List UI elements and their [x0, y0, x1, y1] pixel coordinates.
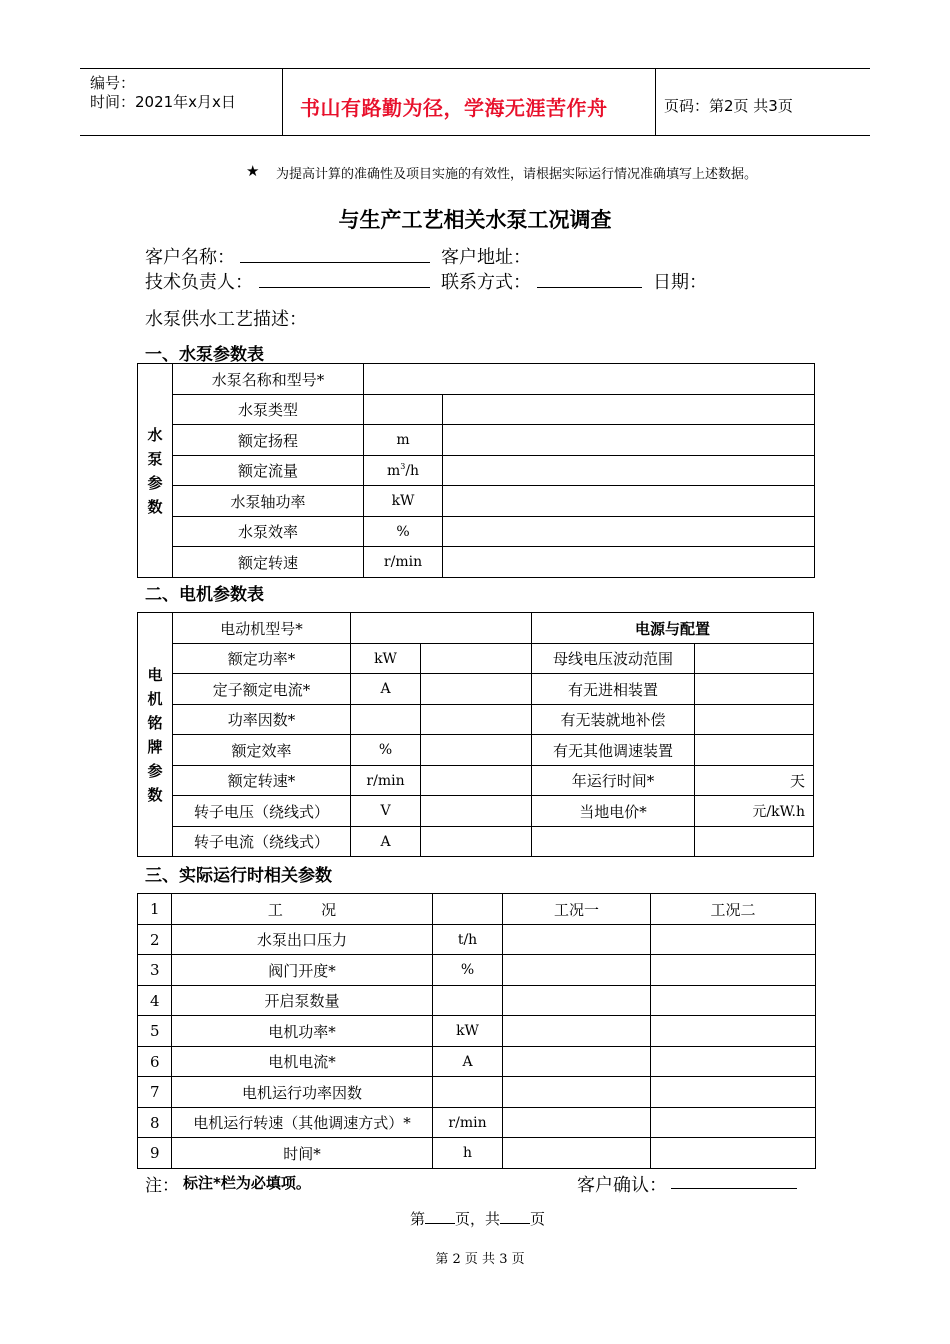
case2-value-cell[interactable]	[651, 986, 816, 1016]
operation-unit-cell: kW	[433, 1016, 503, 1047]
pump-unit-cell: %	[364, 517, 443, 547]
contact-field[interactable]	[537, 270, 642, 288]
case2-value-cell[interactable]	[651, 1077, 816, 1108]
page-fill-prefix: 第	[410, 1210, 426, 1228]
tech-lead-field[interactable]	[259, 270, 430, 288]
customer-name-field[interactable]	[240, 245, 430, 263]
page-number: 第 2 页 共 3 页	[435, 1252, 525, 1267]
operation-unit-cell: A	[433, 1047, 503, 1077]
case1-value-cell[interactable]	[503, 1016, 651, 1047]
page-fill-middle: 页，共	[455, 1210, 501, 1228]
case2-value-cell[interactable]	[651, 1138, 816, 1169]
row-number: 5	[138, 1016, 172, 1047]
motor-row-label: 电动机型号*	[173, 613, 351, 644]
pump-value-cell[interactable]	[443, 425, 815, 456]
pump-row-label: 水泵效率	[173, 517, 364, 547]
case2-value-cell[interactable]	[651, 1016, 816, 1047]
customer-confirm-label: 客户确认：	[577, 1175, 667, 1196]
header-number-label: 编号：	[90, 74, 136, 92]
page-title: 与生产工艺相关水泵工况调查	[338, 208, 612, 232]
config-row-label: 有无进相装置	[532, 674, 695, 705]
case2-value-cell[interactable]	[651, 955, 816, 986]
row-number: 8	[138, 1108, 172, 1138]
pump-unit-cell: m	[364, 425, 443, 456]
pump-unit-cell: kW	[364, 486, 443, 517]
case1-value-cell[interactable]	[503, 1077, 651, 1108]
motor-value-cell[interactable]	[421, 827, 532, 857]
date-label: 日期：	[653, 272, 707, 293]
config-row-label: 有无装就地补偿	[532, 705, 695, 735]
row-number: 6	[138, 1047, 172, 1077]
motor-value-cell[interactable]	[421, 796, 532, 827]
pump-params-table	[137, 363, 815, 578]
operation-unit-cell: h	[433, 1138, 503, 1169]
operation-row-label: 电机电流*	[172, 1047, 433, 1077]
page-fill-line	[410, 1208, 545, 1229]
pump-value-cell[interactable]	[443, 456, 815, 486]
footer-note-prefix: 注：	[145, 1176, 179, 1196]
case1-value-cell[interactable]	[503, 1108, 651, 1138]
section1-title: 一、水泵参数表	[145, 345, 264, 365]
pump-unit-cell	[364, 395, 443, 425]
operation-row-label: 开启泵数量	[172, 986, 433, 1016]
pump-unit-cell: $m^3/h$	[364, 456, 443, 486]
motor-unit-cell: r/min	[351, 766, 421, 796]
case1-value-cell[interactable]	[503, 1138, 651, 1169]
case2-header: 工况二	[651, 894, 816, 925]
operation-unit-cell: t/h	[433, 925, 503, 955]
row-number: 2	[138, 925, 172, 955]
motor-value-cell[interactable]	[351, 613, 532, 644]
config-value-cell[interactable]	[695, 644, 814, 674]
motor-value-cell[interactable]	[421, 735, 532, 766]
pump-value-cell[interactable]	[443, 517, 815, 547]
case1-value-cell[interactable]	[503, 955, 651, 986]
motor-unit-cell: A	[351, 674, 421, 705]
motor-value-cell[interactable]	[421, 766, 532, 796]
case2-value-cell[interactable]	[651, 1108, 816, 1138]
config-value-cell[interactable]: 天	[695, 766, 814, 796]
pump-value-cell[interactable]	[443, 547, 815, 578]
pump-row-label: 额定扬程	[173, 425, 364, 456]
star-icon: ★	[246, 162, 260, 180]
motor-row-label: 转子电流（绕线式）	[173, 827, 351, 857]
case2-value-cell[interactable]	[651, 925, 816, 955]
operation-row-label: 水泵出口压力	[172, 925, 433, 955]
operation-unit-cell	[433, 1077, 503, 1108]
pump-value-cell[interactable]	[443, 395, 815, 425]
header-top-rule	[80, 68, 870, 69]
row-number: 3	[138, 955, 172, 986]
operation-unit-cell	[433, 986, 503, 1016]
case1-value-cell[interactable]	[503, 986, 651, 1016]
case1-value-cell[interactable]	[503, 1047, 651, 1077]
pump-row-label: 水泵名称和型号*	[173, 364, 364, 395]
section3-title: 三、实际运行时相关参数	[145, 866, 332, 886]
config-value-cell[interactable]: 元/kW.h	[695, 796, 814, 827]
motor-row-label: 额定效率	[173, 735, 351, 766]
operation-row-label: 电机运行转速（其他调速方式）*	[172, 1108, 433, 1138]
motor-unit-cell: kW	[351, 644, 421, 674]
pump-unit-cell: r/min	[364, 547, 443, 578]
header-motto: 书山有路勤为径，学海无涯苦作舟	[300, 96, 608, 120]
page-fill-current-field[interactable]	[425, 1208, 455, 1224]
pump-row-label: 水泵类型	[173, 395, 364, 425]
unit-header	[433, 894, 503, 925]
motor-value-cell[interactable]	[421, 644, 532, 674]
section2-title: 二、电机参数表	[145, 585, 264, 605]
operation-row-label: 电机功率*	[172, 1016, 433, 1047]
operation-params-table	[137, 893, 816, 1169]
pump-row-label: 额定流量	[173, 456, 364, 486]
pump-row-label: 水泵轴功率	[173, 486, 364, 517]
motor-value-cell[interactable]	[421, 705, 532, 735]
process-desc-label: 水泵供水工艺描述：	[145, 309, 307, 330]
motor-row-label: 额定功率*	[173, 644, 351, 674]
contact-label: 联系方式：	[441, 272, 531, 293]
case1-value-cell[interactable]	[503, 925, 651, 955]
pump-row-label: 额定转速	[173, 547, 364, 578]
operation-unit-cell: %	[433, 955, 503, 986]
operation-row-label: 电机运行功率因数	[172, 1077, 433, 1108]
header-page-label: 页码：第2页 共3页	[664, 97, 793, 115]
row-number: 7	[138, 1077, 172, 1108]
motor-row-label: 定子额定电流*	[173, 674, 351, 705]
header-bottom-rule	[80, 135, 870, 136]
operation-unit-cell: r/min	[433, 1108, 503, 1138]
row-number: 4	[138, 986, 172, 1016]
config-row-label: 年运行时间*	[532, 766, 695, 796]
header-time-label: 时间：2021年x月x日	[90, 93, 236, 111]
operation-row-label: 阀门开度*	[172, 955, 433, 986]
motor-side-label: 电 机 铭 牌 参 数	[138, 613, 173, 857]
instruction-note: 为提高计算的准确性及项目实施的有效性，请根据实际运行情况准确填写上述数据。	[276, 167, 758, 182]
config-row-label	[532, 827, 695, 857]
motor-unit-cell: A	[351, 827, 421, 857]
config-value-cell[interactable]	[695, 735, 814, 766]
header-divider-left	[282, 68, 283, 136]
motor-row-label: 转子电压（绕线式）	[173, 796, 351, 827]
power-config-header: 电源与配置	[532, 613, 814, 644]
row-number: 1	[138, 894, 172, 925]
customer-address-label: 客户地址：	[441, 247, 531, 268]
motor-value-cell[interactable]	[421, 674, 532, 705]
config-value-cell[interactable]	[695, 705, 814, 735]
motor-unit-cell	[351, 705, 421, 735]
pump-value-cell[interactable]	[364, 364, 815, 395]
customer-name-label: 客户名称：	[145, 247, 235, 268]
pump-value-cell[interactable]	[443, 486, 815, 517]
pump-side-label: 水 泵 参 数	[138, 364, 173, 578]
operation-row-label: 时间*	[172, 1138, 433, 1169]
config-row-label: 有无其他调速装置	[532, 735, 695, 766]
row-number: 9	[138, 1138, 172, 1169]
config-row-label: 当地电价*	[532, 796, 695, 827]
motor-unit-cell: %	[351, 735, 421, 766]
config-row-label: 母线电压波动范围	[532, 644, 695, 674]
motor-row-label: 额定转速*	[173, 766, 351, 796]
tech-lead-label: 技术负责人：	[145, 272, 253, 293]
motor-row-label: 功率因数*	[173, 705, 351, 735]
case2-value-cell[interactable]	[651, 1047, 816, 1077]
case1-header: 工况一	[503, 894, 651, 925]
condition-header: 工 况	[172, 894, 433, 925]
motor-unit-cell: V	[351, 796, 421, 827]
footer-note: 标注*栏为必填项。	[183, 1174, 311, 1192]
page-fill-total-field[interactable]	[500, 1208, 530, 1224]
page-fill-suffix: 页	[530, 1210, 546, 1228]
motor-params-table	[137, 612, 814, 857]
header-divider-right	[655, 68, 656, 136]
config-value-cell[interactable]	[695, 674, 814, 705]
customer-confirm-field[interactable]	[671, 1171, 797, 1189]
config-value-cell[interactable]	[695, 827, 814, 857]
